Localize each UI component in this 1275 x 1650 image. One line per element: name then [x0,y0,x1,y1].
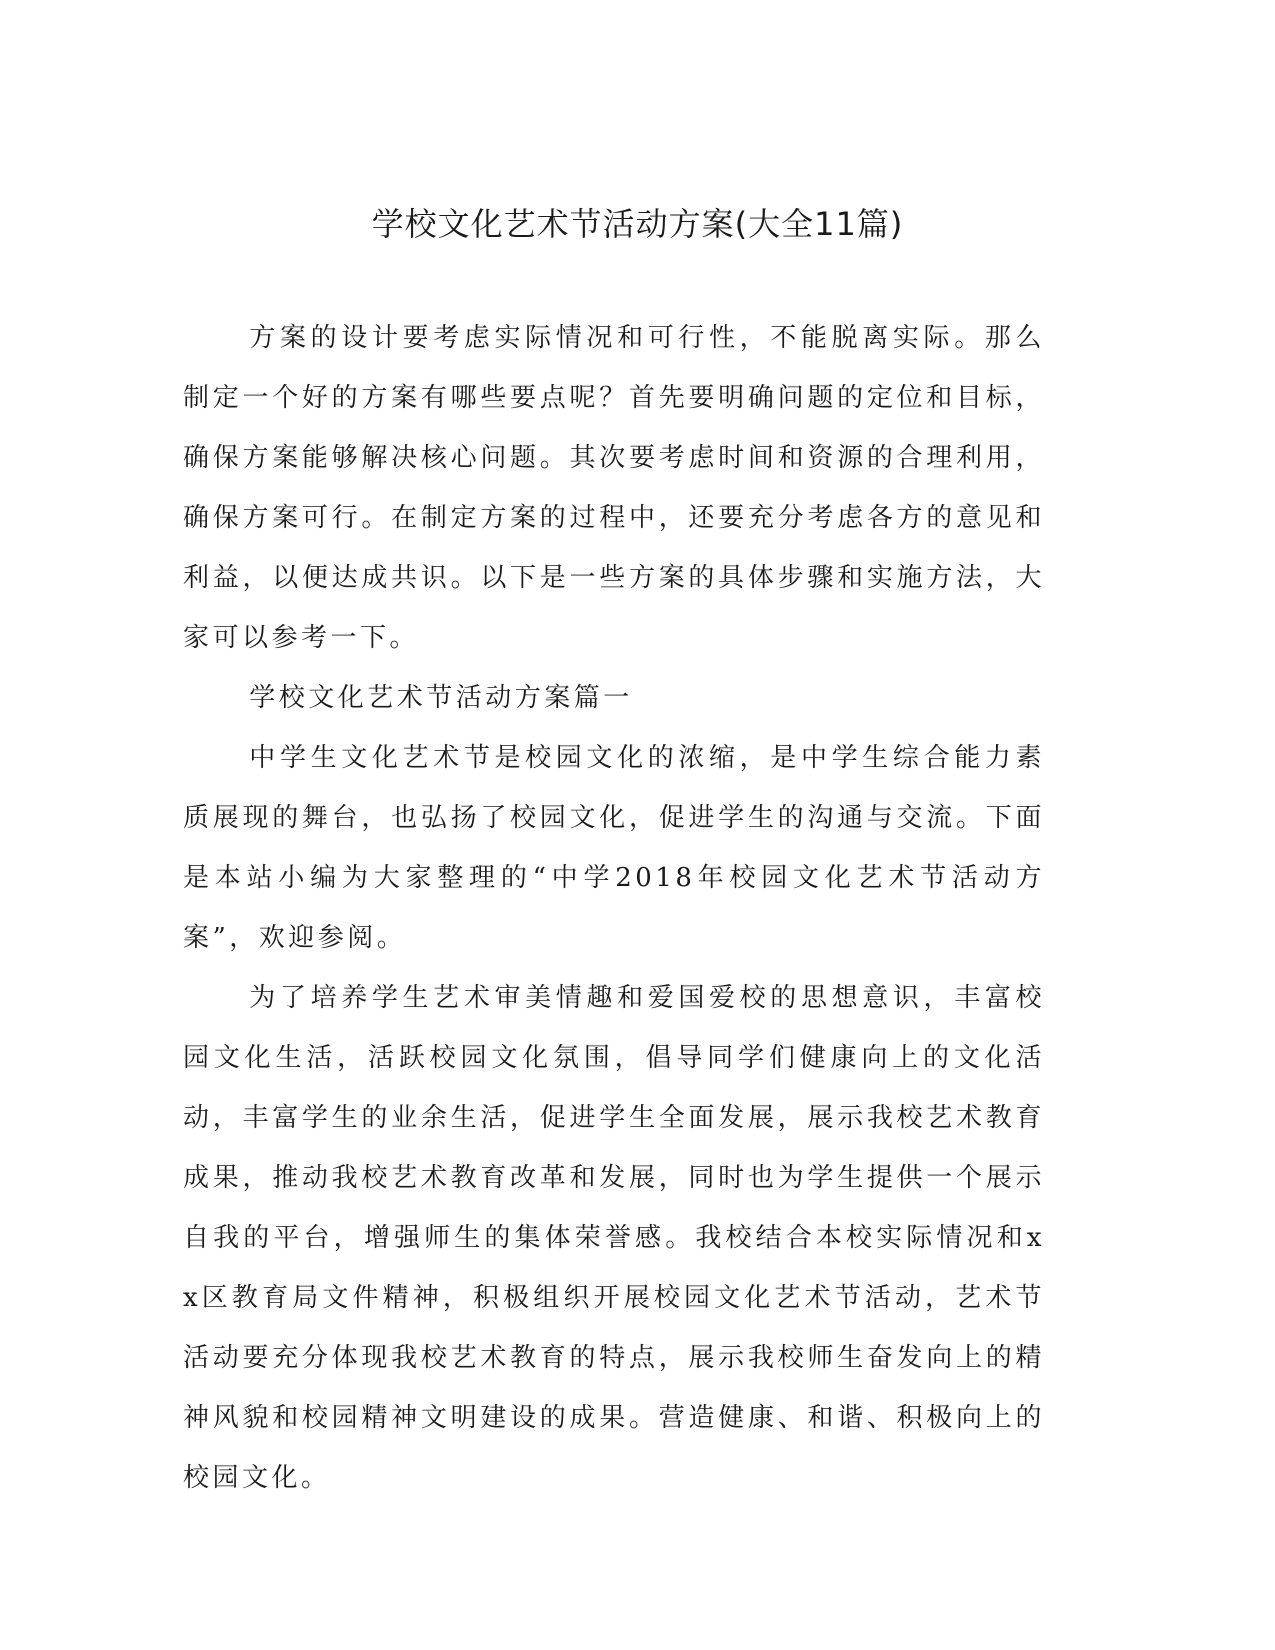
body-paragraph: 为了培养学生艺术审美情趣和爱国爱校的思想意识，丰富校园文化生活，活跃校园文化氛围，倡导同学们健康向上的文化活动，丰富学生的业余生活，促进学生全面发展，展示我校艺术教育成果，推动我校艺术教育改革和发展，同时也为学生提供一个展示自我的平台，增强师生的集体荣誉感。我校结合本校实际情况和xx区教育局文件精神，积极组织开展校园文化艺术节活动，艺术节活动要充分体现我校艺术教育的特点，展示我校师生奋发向上的精神风貌和校园精神文明建设的成果。营造健康、和谐、积极向上的校园文化。 [183,983,1045,1493]
section-heading: 学校文化艺术节活动方案篇一 [249,683,633,713]
document-title: 学校文化艺术节活动方案(大全11篇) [371,205,904,243]
intro-paragraph: 方案的设计要考虑实际情况和可行性，不能脱离实际。那么制定一个好的方案有哪些要点呢？首先要明确问题的定位和目标，确保方案能够解决核心问题。其次要考虑时间和资源的合理利用，确保方案可行。在制定方案的过程中，还要充分考虑各方的意见和利益，以便达成共识。以下是一些方案的具体步骤和实施方法，大家可以参考一下。 [183,323,1045,653]
body-paragraph: 中学生文化艺术节是校园文化的浓缩，是中学生综合能力素质展现的舞台，也弘扬了校园文化，促进学生的沟通与交流。下面是本站小编为大家整理的“中学2018年校园文化艺术节活动方案”，欢迎参阅。 [183,743,1045,953]
document-body [183,308,1045,1508]
